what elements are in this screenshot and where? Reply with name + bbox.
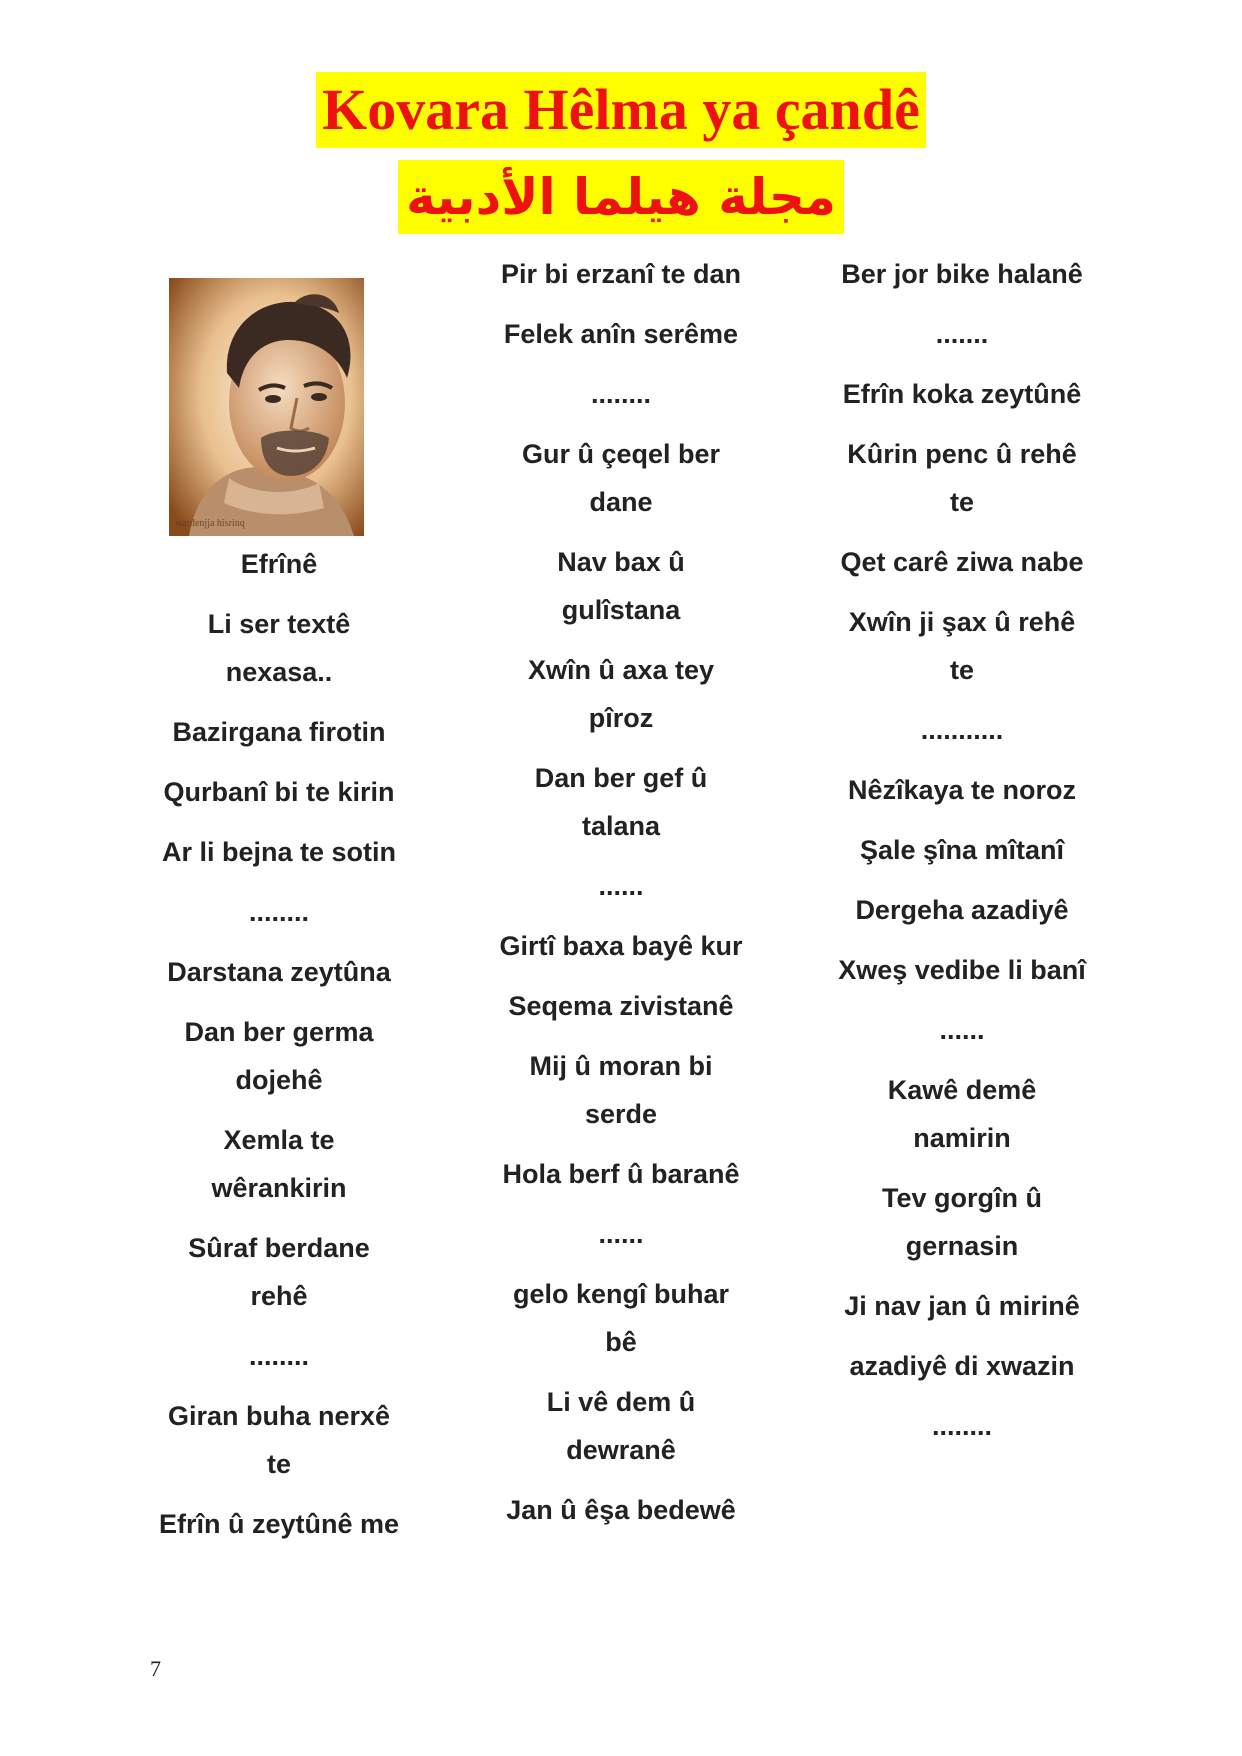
- magazine-subtitle-arabic: مجلة هيلما الأدبية: [398, 160, 844, 234]
- poem-line: Jan û êşa bedewê: [506, 1495, 736, 1525]
- poem-line: wêrankirin: [211, 1173, 347, 1203]
- poem-line: bê: [605, 1327, 637, 1357]
- photo-spacer: [114, 250, 444, 540]
- poem-line: Gur û çeqel ber: [521, 439, 721, 469]
- poem-line: Darstana zeytûna: [167, 957, 391, 987]
- poem-line: gulîstana: [561, 595, 681, 625]
- poem-line: Li ser textê: [207, 609, 351, 639]
- poem-line: te: [266, 1449, 291, 1479]
- poem-line: serde: [584, 1099, 658, 1129]
- poem-line: ........: [248, 1341, 309, 1371]
- poem-line: dojehê: [235, 1065, 323, 1095]
- poem-line: Kûrin penc û rehê: [847, 439, 1077, 469]
- poem-line: nexasa..: [225, 657, 333, 687]
- poem-line: dane: [589, 487, 653, 517]
- poem-line: ........: [590, 379, 651, 409]
- subtitle-wrap: [0, 160, 1242, 234]
- poem-line: ........: [248, 897, 309, 927]
- poem-line: Xweş vedibe li banî: [838, 955, 1086, 985]
- poem-line: Xemla te: [223, 1125, 335, 1155]
- poem-line: Şale şîna mîtanî: [859, 835, 1065, 865]
- poem-line: .......: [935, 319, 989, 349]
- magazine-title: Kovara Hêlma ya çandê: [316, 72, 926, 148]
- poem-column-1: [114, 250, 444, 1560]
- poem-line: Mij û moran bi: [529, 1051, 713, 1081]
- poem-line: Ber jor bike halanê: [841, 259, 1083, 289]
- poem-line: azadiyê di xwazin: [849, 1351, 1075, 1381]
- poem-line: Efrîn û zeytûnê me: [158, 1509, 400, 1539]
- poem-line: Dan ber germa: [184, 1017, 374, 1047]
- poem-line: rehê: [250, 1281, 308, 1311]
- poem-line: ........: [931, 1411, 992, 1441]
- poem-line: Xwîn ji şax û rehê: [848, 607, 1076, 637]
- poem-line: Qurbanî bi te kirin: [163, 777, 395, 807]
- poem-line: namirin: [913, 1123, 1011, 1153]
- poem-line: gernasin: [905, 1231, 1019, 1261]
- poem-line: Dergeha azadiyê: [855, 895, 1069, 925]
- poem-line: Efrîn koka zeytûnê: [842, 379, 1082, 409]
- poem-line: pîroz: [588, 703, 654, 733]
- poem-line: Dan ber gef û: [534, 763, 708, 793]
- poem-line: Li vê dem û: [546, 1387, 696, 1417]
- poem-line: Xwîn û axa tey: [527, 655, 715, 685]
- poem-line: Nêzîkaya te noroz: [847, 775, 1077, 805]
- poem-line: Bazirgana firotin: [172, 717, 386, 747]
- poem-line: Ji nav jan û mirinê: [844, 1291, 1080, 1321]
- poem-line: gelo kengî buhar: [512, 1279, 730, 1309]
- poem-line: Ar li bejna te sotin: [161, 837, 397, 867]
- poem-line: Felek anîn serême: [503, 319, 739, 349]
- poem-line: Hola berf û baranê: [502, 1159, 740, 1189]
- page-number: 7: [150, 1656, 161, 1681]
- photo-watermark: wardenjja hîsrinq: [175, 518, 245, 529]
- poem-line: ......: [598, 1219, 644, 1249]
- poem-line: ...........: [920, 715, 1004, 745]
- poem-line: Kawê demê: [887, 1075, 1037, 1105]
- poem-line: Girtî baxa bayê kur: [499, 931, 743, 961]
- poem-line: te: [949, 655, 974, 685]
- poem-line: te: [949, 487, 974, 517]
- poem-line: ......: [939, 1015, 985, 1045]
- poem-line: ......: [598, 871, 644, 901]
- title-wrap: [0, 72, 1242, 148]
- poem-line: Tev gorgîn û: [882, 1183, 1042, 1213]
- poem-line: Giran buha nerxê: [167, 1401, 391, 1431]
- poem-line: talana: [581, 811, 661, 841]
- poem-column-2: [456, 250, 786, 1546]
- poem-line: Nav bax û: [557, 547, 685, 577]
- poem-line: Qet carê ziwa nabe: [840, 547, 1084, 577]
- poem-line: Efrînê: [240, 549, 318, 579]
- poem-line: dewranê: [566, 1435, 676, 1465]
- poem-line: Sûraf berdane: [188, 1233, 370, 1263]
- poem-line: Pir bi erzanî te dan: [500, 259, 742, 289]
- poem-line: Seqema zivistanê: [508, 991, 734, 1021]
- poem-column-3: [797, 250, 1127, 1462]
